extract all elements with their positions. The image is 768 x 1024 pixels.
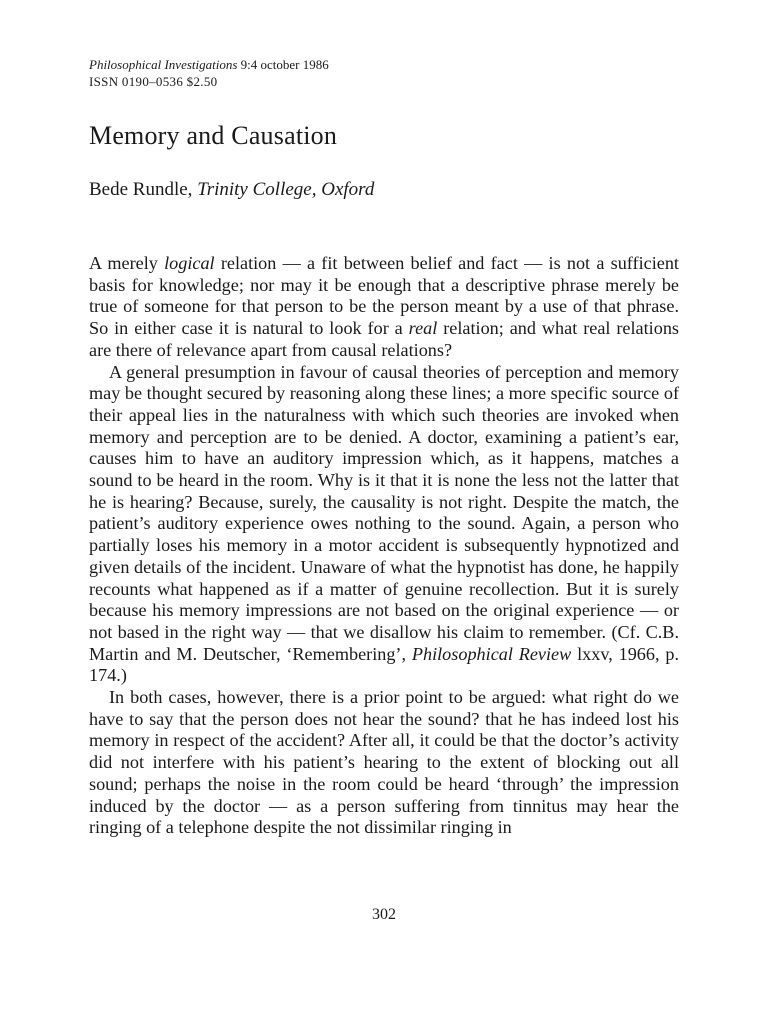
article-title: Memory and Causation (89, 121, 338, 150)
italic-phrase: real (408, 318, 438, 339)
issue-line: 9:4 october 1986 (237, 57, 329, 72)
page-number: 302 (372, 906, 396, 923)
issn-line: ISSN 0190–0536 $2.50 (89, 74, 218, 89)
text-run: A merely (89, 253, 165, 273)
italic-phrase: logical (164, 253, 215, 273)
body-paragraph (89, 687, 679, 839)
author-name: Bede Rundle, (89, 179, 198, 200)
body-paragraph (89, 362, 679, 688)
text-run: In both cases, however, there is a prior point to be argued: what right do we have to say that the person does not hear the sound? that he has indeed lost his memory in respect of the accident? After all, it could be that the doctor’s activity did not interfere with his patient’s hearing to the extent of blocking out all sound; perhaps the noise in the room could be heard ‘through’ the impression induced by the doctor — as a person suffering from tinnitus may hear the ringing of a telephone despite the not dissimilar ringing in (89, 687, 679, 838)
italic-phrase: Philosophical Review (411, 643, 572, 664)
journal-citation (89, 56, 329, 73)
text-run: relation; and what real relations are there of relevance apart from causal relations? (89, 318, 679, 360)
text-run: relation — a fit between belief and fact — is not a sufficient basis for knowledge; nor may it be enough that a descriptive phrase merely be true of someone for that person to be the person meant by a use of that phrase. So in either case it is natural to look for a (89, 253, 679, 339)
author-affiliation: Trinity College, Oxford (197, 179, 375, 200)
text-run: A general presumption in favour of causal theories of perception and memory may be thought secured by reasoning along these lines; a more specific source of their appeal lies in the naturalness with which such theories are invoked when memory and perception are to be denied. A doctor, examining a patient’s ear, causes him to have an auditory impression which, as it happens, matches a sound to be heard in the room. Why is it that it is none the less not the latter that he is hearing? Because, surely, the causality is not right. Despite the match, the patient’s auditory experience owes nothing to the sound. Again, a person who partially loses his memory in a motor accident is subsequently hypnotized and given details of the incident. Unaware of what the hypnotist has done, he happily recounts what happened as if a matter of genuine recollection. But it is surely because his memory impressions are not based on the original experience — or not based in the right way — that we disallow his claim to remember. (Cf. C.B. Martin and M. Deutscher, ‘Remembering’, (89, 361, 679, 664)
body-paragraph (89, 253, 679, 362)
journal-header (89, 56, 329, 90)
text-run: lxxv, 1966, p. 174.) (89, 643, 680, 686)
article-body (89, 253, 679, 839)
byline (89, 179, 374, 201)
journal-name: Philosophical Investigations (89, 57, 238, 72)
